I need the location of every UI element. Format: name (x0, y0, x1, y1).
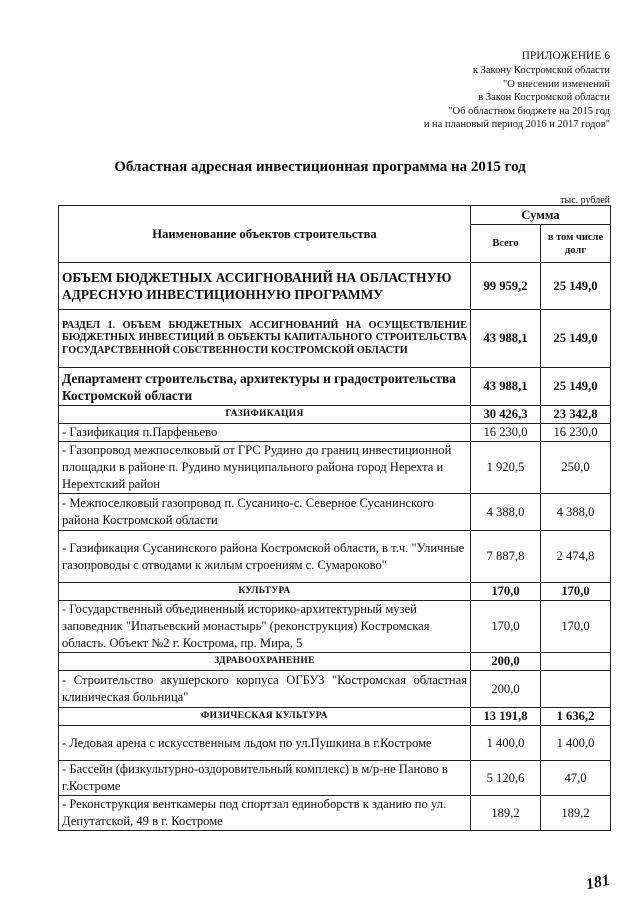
row-total: 170,0 (471, 583, 541, 601)
row-total: 170,0 (471, 601, 541, 653)
row-total: 189,2 (471, 796, 541, 831)
annex-line: "О внесении изменений (503, 78, 610, 90)
row-total: 200,0 (471, 671, 541, 708)
row-name: - Государственный объединенный историко-архитектурный музей заповедник "Ипатьевский монастырь" (реконструкция) Костромская область. Объект №2 г. Кострома, пр. Мира, 5 (59, 601, 471, 653)
row-name: Департамент строительства, архитектуры и градостроительства Костромской области (59, 368, 471, 406)
header-total: Всего (471, 225, 541, 263)
row-name: ОБЪЕМ БЮДЖЕТНЫХ АССИГНОВАНИЙ НА ОБЛАСТНУЮ АДРЕСНУЮ ИНВЕСТИЦИОННУЮ ПРОГРАММУ (59, 263, 471, 310)
row-total: 5 120,6 (471, 761, 541, 796)
row-total: 43 988,1 (471, 310, 541, 368)
row-total: 1 400,0 (471, 726, 541, 761)
table-row (59, 263, 611, 310)
row-incl (541, 653, 611, 671)
table-row (59, 726, 611, 761)
row-name: - Бассейн (физкультурно-оздоровительный комплекс) в м/р-не Паново в г.Костроме (59, 761, 471, 796)
row-total: 4 388,0 (471, 494, 541, 531)
row-total: 7 887,8 (471, 531, 541, 583)
row-name: РАЗДЕЛ 1. ОБЪЕМ БЮДЖЕТНЫХ АССИГНОВАНИЙ НА ОСУЩЕСТВЛЕНИЕ БЮДЖЕТНЫХ ИНВЕСТИЦИЙ В ОБЪЕКТЫ КАПИТАЛЬНОГО СТРОИТЕЛЬСТВА ГОСУДАРСТВЕННОЙ СОБСТВЕННОСТИ КОСТРОМСКОЙ ОБЛАСТИ (59, 310, 471, 368)
document-title: Областная адресная инвестиционная программа на 2015 год (114, 159, 526, 175)
table-row (59, 368, 611, 406)
row-incl: 25 149,0 (541, 368, 611, 406)
row-total: 1 920,5 (471, 442, 541, 494)
table-row (59, 761, 611, 796)
row-incl: 250,0 (541, 442, 611, 494)
annex-line: к Закону Костромской области (472, 65, 610, 77)
row-total: 13 191,8 (471, 708, 541, 726)
table-row (59, 601, 611, 653)
header-incl: в том числе долг (541, 225, 611, 263)
table-row (59, 796, 611, 831)
annex-header (350, 50, 610, 131)
annex-line: ПРИЛОЖЕНИЕ 6 (521, 50, 610, 62)
row-incl: 47,0 (541, 761, 611, 796)
row-incl: 4 388,0 (541, 494, 611, 531)
row-name: ФИЗИЧЕСКАЯ КУЛЬТУРА (59, 708, 471, 726)
row-name: ГАЗИФИКАЦИЯ (59, 406, 471, 424)
row-total: 43 988,1 (471, 368, 541, 406)
table-row (59, 442, 611, 494)
table-row (59, 406, 611, 424)
table-row (59, 583, 611, 601)
row-incl: 1 636,2 (541, 708, 611, 726)
row-incl: 189,2 (541, 796, 611, 831)
row-name: - Реконструкция венткамеры под спортзал единоборств к зданию по ул. Депутатской, 49 в г. Костроме (59, 796, 471, 831)
row-name: - Газификация Сусанинского района Костромской области, в т.ч. "Уличные газопроводы с отводами к жилым строениям с. Сумароково" (59, 531, 471, 583)
row-total: 99 959,2 (471, 263, 541, 310)
table-row (59, 424, 611, 442)
row-name: КУЛЬТУРА (59, 583, 471, 601)
row-name: - Газификация п.Парфеньево (59, 424, 471, 442)
row-incl: 170,0 (541, 583, 611, 601)
investment-table (58, 205, 611, 831)
table-row (59, 671, 611, 708)
row-incl: 23 342,8 (541, 406, 611, 424)
row-name: - Межпоселковый газопровод п. Сусанино-с. Северное Сусанинского района Костромской области (59, 494, 471, 531)
row-name: - Газопровод межпоселковый от ГРС Рудино до границ инвестиционной площадки в районе п. Рудино муниципального района город Нерехта и Нерехтский район (59, 442, 471, 494)
row-name: ЗДРАВООХРАНЕНИЕ (59, 653, 471, 671)
row-incl: 1 400,0 (541, 726, 611, 761)
table-row (59, 653, 611, 671)
annex-line: "Об областном бюджете на 2015 год (448, 105, 610, 117)
row-incl: 16 230,0 (541, 424, 611, 442)
row-incl: 2 474,8 (541, 531, 611, 583)
table-row (59, 494, 611, 531)
row-incl: 25 149,0 (541, 310, 611, 368)
row-total: 16 230,0 (471, 424, 541, 442)
row-name: - Строительство акушерского корпуса ОГБУЗ "Костромская областная клиническая больница" (59, 671, 471, 708)
row-incl (541, 671, 611, 708)
row-incl: 25 149,0 (541, 263, 611, 310)
row-name: - Ледовая арена с искусственным льдом по ул.Пушкина в г.Костроме (59, 726, 471, 761)
table-row (59, 310, 611, 368)
units-label: тыс. рублей (560, 195, 610, 206)
header-sum: Сумма (471, 206, 611, 225)
annex-line: в Закон Костромской области (478, 92, 610, 104)
header-name: Наименование объектов строительства (59, 206, 471, 263)
table-row (59, 708, 611, 726)
table-row (59, 531, 611, 583)
row-incl: 170,0 (541, 601, 611, 653)
row-total: 200,0 (471, 653, 541, 671)
page-number-handwritten: 181 (584, 871, 612, 894)
row-total: 30 426,3 (471, 406, 541, 424)
annex-line: и на плановый период 2016 и 2017 годов" (423, 119, 610, 131)
